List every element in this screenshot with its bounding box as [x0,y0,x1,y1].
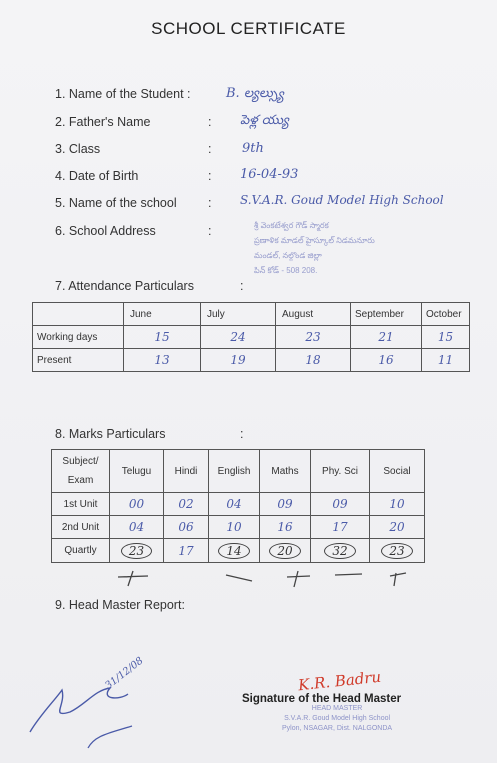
month-header: August [276,303,351,326]
father-name-value: పెళ్ల య్యు [240,113,289,128]
page-title: SCHOOL CERTIFICATE [151,19,346,38]
circled-mark: 23 [121,543,152,559]
cell-value: 06 [164,516,209,539]
cell-value: 11 [422,349,470,372]
subject-header: Phy. Sci [311,450,370,493]
field-label: 2. Father's Name [55,115,151,129]
colon: : [240,427,244,441]
stamp-line: పిన్ కోడ్ - 508 208. [254,266,318,275]
cell-value: 04 [110,516,164,539]
subject-header: Telugu [110,450,164,493]
header-line: Exam [67,475,94,486]
cell-value: 19 [201,349,276,372]
cell-value: 15 [422,326,470,349]
stamp-line: Pylon, NSAGAR, Dist. NALGONDA [282,725,393,732]
cell-value: 21 [351,326,422,349]
cell-value: 17 [164,539,209,563]
student-name-value: B. ల్యల్స్యు [226,86,285,101]
cell-value: 24 [201,326,276,349]
stamp-line: HEAD MASTER [311,705,363,712]
cell-value: 18 [276,349,351,372]
dob-value: 16-04-93 [240,167,299,182]
field-label: 3. Class [55,142,101,156]
cell-value: 17 [311,516,370,539]
field-label: 5. Name of the school [55,196,177,210]
row-label: 1st Unit [52,493,110,516]
class-value: 9th [242,141,264,156]
circled-mark: 32 [324,543,355,559]
circled-mark: 20 [269,543,300,559]
signature-scribble [30,688,128,732]
header-line: Subject/ [62,456,99,467]
row-label: Working days [33,326,124,349]
field-label: 1. Name of the Student : [55,87,191,101]
head-master-signature: K.R. Badru [297,667,382,695]
subject-header: Social [370,450,425,493]
cell-value: 13 [124,349,201,372]
cell-value: 23 [276,326,351,349]
cell-value: 16 [351,349,422,372]
month-header: October [422,303,470,326]
subject-header: Hindi [164,450,209,493]
head-master-stamp [282,704,392,734]
signature-date: 31/12/08 [103,655,146,692]
cell-value: 02 [164,493,209,516]
colon: : [208,142,212,156]
row-label: Present [33,349,124,372]
field-label: 4. Date of Birth [55,169,139,183]
subject-header: Maths [260,450,311,493]
tick-mark [118,571,148,586]
cell-value: 09 [311,493,370,516]
subject-header: English [209,450,260,493]
cell-value: 15 [124,326,201,349]
attendance-heading: 7. Attendance Particulars [55,279,194,293]
field-label: 6. School Address [55,224,156,238]
cell-value: 09 [260,493,311,516]
circled-mark: 23 [381,543,412,559]
cell-value: 04 [209,493,260,516]
school-name-value: S.V.A.R. Goud Model High School [240,193,444,207]
colon: : [208,196,212,210]
month-header: July [201,303,276,326]
marks-heading: 8. Marks Particulars [55,427,166,441]
tick-mark [287,571,310,587]
stamp-line: ప్రణాళిక మాడల్ హైస్కూల్ నిడమనూరు [254,236,375,245]
colon: : [208,115,212,129]
stamp-line: S.V.A.R. Goud Model High School [284,715,391,722]
tick-mark [390,573,406,586]
colon: : [208,169,212,183]
month-header: June [124,303,201,326]
cell-value: 20 [370,516,425,539]
circled-mark: 14 [218,543,249,559]
colon: : [208,224,212,238]
row-label: Quartly [52,539,110,563]
row-label: 2nd Unit [52,516,110,539]
cell-value: 16 [260,516,311,539]
cell-value: 10 [370,493,425,516]
cell-value: 10 [209,516,260,539]
tick-mark [226,575,252,581]
tick-mark [335,574,362,575]
month-header: September [351,303,422,326]
cell-value: 00 [110,493,164,516]
colon: : [240,279,244,293]
stamp-line: శ్రీ వెంకటేశ్వర గౌడ్ స్మారక [254,221,329,230]
head-master-report-label: 9. Head Master Report: [55,598,185,612]
signature-caption: Signature of the Head Master [242,693,402,705]
stamp-line: మండల్, నల్గొండ జిల్లా [254,251,322,260]
signature-scribble [88,726,132,748]
